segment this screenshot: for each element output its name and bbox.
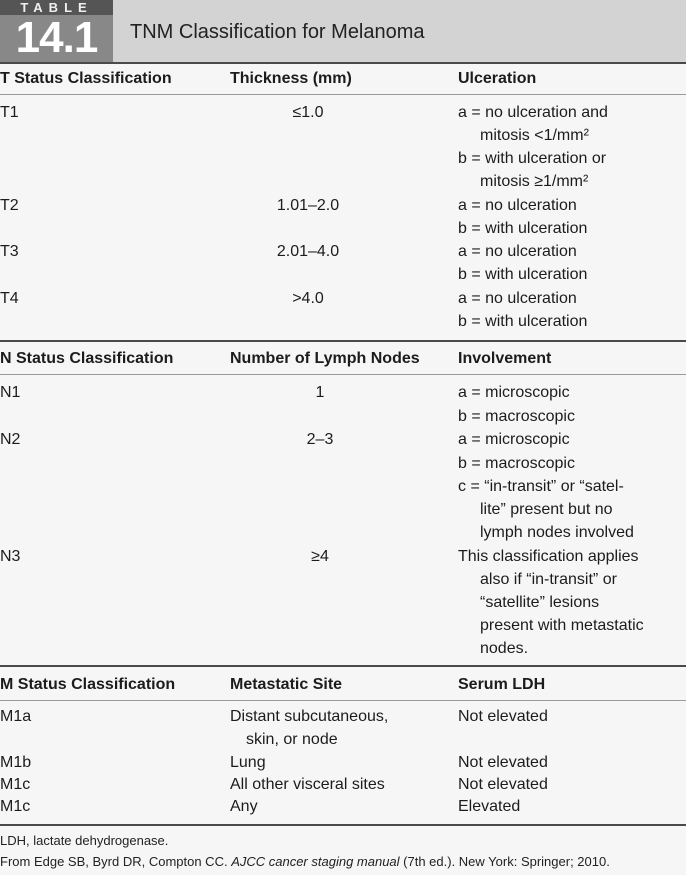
- table-badge-number: 14.1: [15, 13, 98, 62]
- m-header-ldh: Serum LDH: [458, 676, 546, 693]
- n-nodes-n3: ≥4: [311, 548, 329, 565]
- m-site-m1b: Lung: [230, 754, 266, 771]
- t-ulceration-t4-line: a = no ulceration: [458, 290, 577, 307]
- footnote-source-title: AJCC cancer staging manual: [231, 854, 400, 869]
- t-stage-t4: T4: [0, 290, 19, 307]
- m-stage-m1b: M1b: [0, 754, 32, 771]
- n-involvement-n1-line: a = microscopic: [458, 384, 570, 401]
- t-thickness-t2: 1.01–2.0: [276, 197, 340, 214]
- t-ulceration-t1-line: a = no ulceration and: [458, 104, 608, 121]
- n-nodes-n1: 1: [315, 384, 325, 401]
- n-stage-n3: N3: [0, 548, 21, 565]
- n-header-stage: N Status Classification: [0, 350, 174, 367]
- m-ldh-m1b: Not elevated: [458, 754, 548, 771]
- t-header-thickness: Thickness (mm): [230, 70, 352, 87]
- n-involvement-n2-line: lite” present but no: [480, 501, 613, 518]
- table-title: TNM Classification for Melanoma: [130, 21, 425, 43]
- n-involvement-n3-line: nodes.: [480, 640, 529, 657]
- m-stage-m1c: M1c: [0, 776, 31, 793]
- n-involvement-n2-line: b = macroscopic: [458, 455, 575, 472]
- n-involvement-n2-line: c = “in-transit” or “satel-: [458, 478, 624, 495]
- t-ulceration-t1-line: mitosis ≥1/mm²: [480, 173, 589, 190]
- t-ulceration-t1-line: mitosis <1/mm²: [480, 127, 589, 144]
- table-badge-label: TABLE: [0, 0, 113, 15]
- n-header-involvement: Involvement: [458, 350, 552, 367]
- m-ldh-m1c: Not elevated: [458, 776, 548, 793]
- t-ulceration-t4-line: b = with ulceration: [458, 313, 588, 330]
- divider: [0, 824, 686, 826]
- footnote-source-suffix: (7th ed.). New York: Springer; 2010.: [399, 854, 610, 869]
- m-ldh-m1a: Not elevated: [458, 708, 548, 725]
- t-thickness-t4: >4.0: [292, 290, 324, 307]
- t-ulceration-t3-line: b = with ulceration: [458, 266, 588, 283]
- table-header: [0, 0, 686, 62]
- divider: [0, 700, 686, 701]
- footnote-source: [0, 853, 610, 871]
- t-ulceration-t3-line: a = no ulceration: [458, 243, 577, 260]
- m-site-m1c-any: Any: [230, 798, 258, 815]
- t-header-stage: T Status Classification: [0, 70, 172, 87]
- table-badge: [0, 0, 113, 62]
- divider: [0, 340, 686, 342]
- m-stage-m1c-any: M1c: [0, 798, 31, 815]
- n-involvement-n3-line: present with metastatic: [480, 617, 644, 634]
- m-site-m1c: All other visceral sites: [230, 776, 385, 793]
- t-stage-t3: T3: [0, 243, 19, 260]
- n-involvement-n3-line: “satellite” lesions: [480, 594, 600, 611]
- m-header-stage: M Status Classification: [0, 676, 176, 693]
- m-site-m1a-line: Distant subcutaneous,: [230, 708, 389, 725]
- t-stage-t2: T2: [0, 197, 19, 214]
- m-ldh-m1c-any: Elevated: [458, 798, 521, 815]
- t-ulceration-t2-line: a = no ulceration: [458, 197, 577, 214]
- t-ulceration-t2-line: b = with ulceration: [458, 220, 588, 237]
- n-involvement-n1-line: b = macroscopic: [458, 408, 575, 425]
- n-involvement-n3-line: also if “in-transit” or: [480, 571, 617, 588]
- n-header-nodes: Number of Lymph Nodes: [230, 350, 420, 367]
- divider: [0, 374, 686, 375]
- t-thickness-t1: ≤1.0: [292, 104, 324, 121]
- n-stage-n2: N2: [0, 431, 21, 448]
- t-header-ulceration: Ulceration: [458, 70, 537, 87]
- footnote-abbreviation: LDH, lactate dehydrogenase.: [0, 833, 169, 848]
- n-involvement-n2-line: lymph nodes involved: [480, 524, 634, 541]
- t-thickness-t3: 2.01–4.0: [276, 243, 340, 260]
- n-involvement-n2-line: a = microscopic: [458, 431, 570, 448]
- divider: [0, 94, 686, 95]
- n-involvement-n3-line: This classification applies: [458, 548, 639, 565]
- m-header-site: Metastatic Site: [230, 676, 343, 693]
- divider: [0, 665, 686, 667]
- t-ulceration-t1-line: b = with ulceration or: [458, 150, 607, 167]
- m-site-m1a-line: skin, or node: [246, 731, 338, 748]
- m-stage-m1a: M1a: [0, 708, 32, 725]
- footnote-source-prefix: From Edge SB, Byrd DR, Compton CC.: [0, 854, 232, 869]
- divider: [0, 62, 686, 64]
- n-stage-n1: N1: [0, 384, 21, 401]
- n-nodes-n2: 2–3: [306, 431, 334, 448]
- t-stage-t1: T1: [0, 104, 19, 121]
